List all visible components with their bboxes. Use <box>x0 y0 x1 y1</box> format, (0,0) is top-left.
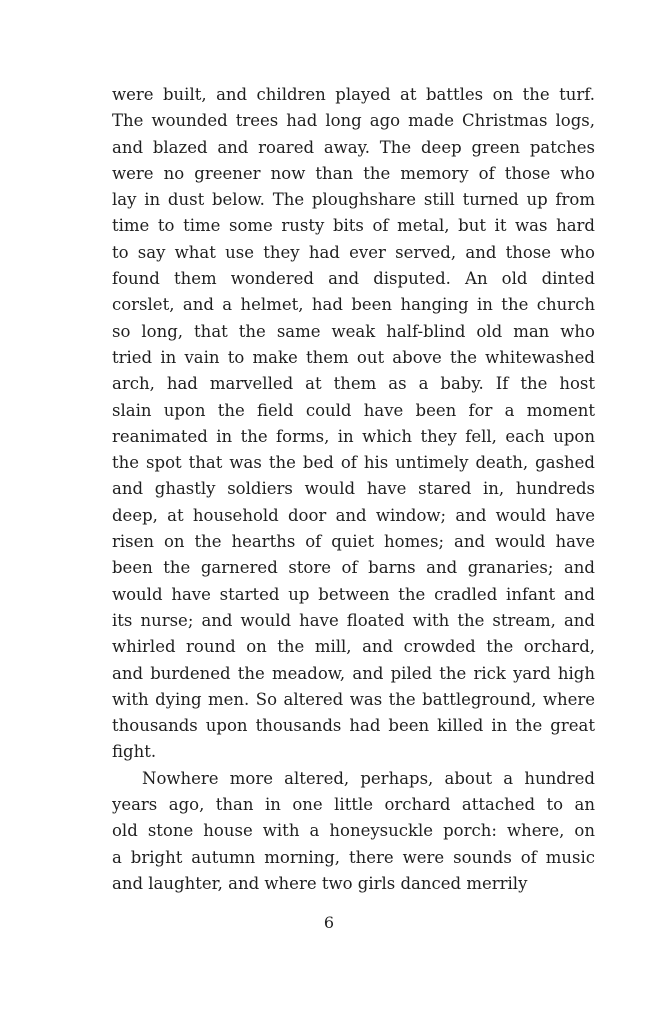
text-line: thousands upon thousands had been killed in the great <box>112 716 595 736</box>
page-number: 6 <box>323 913 335 932</box>
text-line: slain upon the field could have been for a moment <box>112 400 595 420</box>
text-line: found them wondered and disputed. An old dinted <box>112 269 595 289</box>
text-line: arch, had marvelled at them as a baby. If the host <box>112 374 595 394</box>
text-line: were built, and children played at battles on the turf. <box>112 85 595 104</box>
text-line: old stone house with a honeysuckle porch: where, on <box>112 821 595 841</box>
text-line: years ago, than in one little orchard attached to an <box>112 795 595 815</box>
text-line: risen on the hearths of quiet homes; and would have <box>112 532 595 552</box>
paragraph <box>112 82 595 766</box>
text-line: whirled round on the mill, and crowded the orchard, <box>112 637 595 657</box>
text-line: been the garnered store of barns and granaries; and <box>112 558 595 578</box>
text-line: The wounded trees had long ago made Christmas logs, <box>112 111 595 131</box>
text-line: to say what use they had ever served, and those who <box>112 242 595 262</box>
paragraph <box>112 766 595 897</box>
text-line: and blazed and roared away. The deep green patches <box>112 137 595 157</box>
text-line: with dying men. So altered was the battleground, where <box>112 689 595 709</box>
text-line: its nurse; and would have floated with the stream, and <box>112 610 595 630</box>
text-line: fight. <box>112 742 157 762</box>
text-line: time to time some rusty bits of metal, but it was hard <box>112 216 595 236</box>
text-line: and ghastly soldiers would have stared in, hundreds <box>112 479 595 499</box>
text-line: so long, that the same weak half-blind old man who <box>112 321 595 341</box>
text-line: were no greener now than the memory of those who <box>112 163 595 183</box>
text-line: a bright autumn morning, there were sounds of music <box>112 847 595 867</box>
text-line: corslet, and a helmet, had been hanging in the church <box>112 295 595 315</box>
body-text <box>112 82 595 897</box>
text-line: tried in vain to make them out above the whitewashed <box>112 347 595 367</box>
text-line: and laughter, and where two girls danced merrily <box>112 873 528 893</box>
text-line: would have started up between the cradled infant and <box>112 584 595 604</box>
text-line: and burdened the meadow, and piled the rick yard high <box>112 663 595 683</box>
text-line: deep, at household door and window; and would have <box>112 505 595 525</box>
text-line: reanimated in the forms, in which they fell, each upon <box>112 426 595 446</box>
text-line: lay in dust below. The ploughshare still turned up from <box>112 190 595 210</box>
text-line: Nowhere more altered, perhaps, about a hundred <box>142 768 595 788</box>
text-line: the spot that was the bed of his untimely death, gashed <box>112 453 595 473</box>
